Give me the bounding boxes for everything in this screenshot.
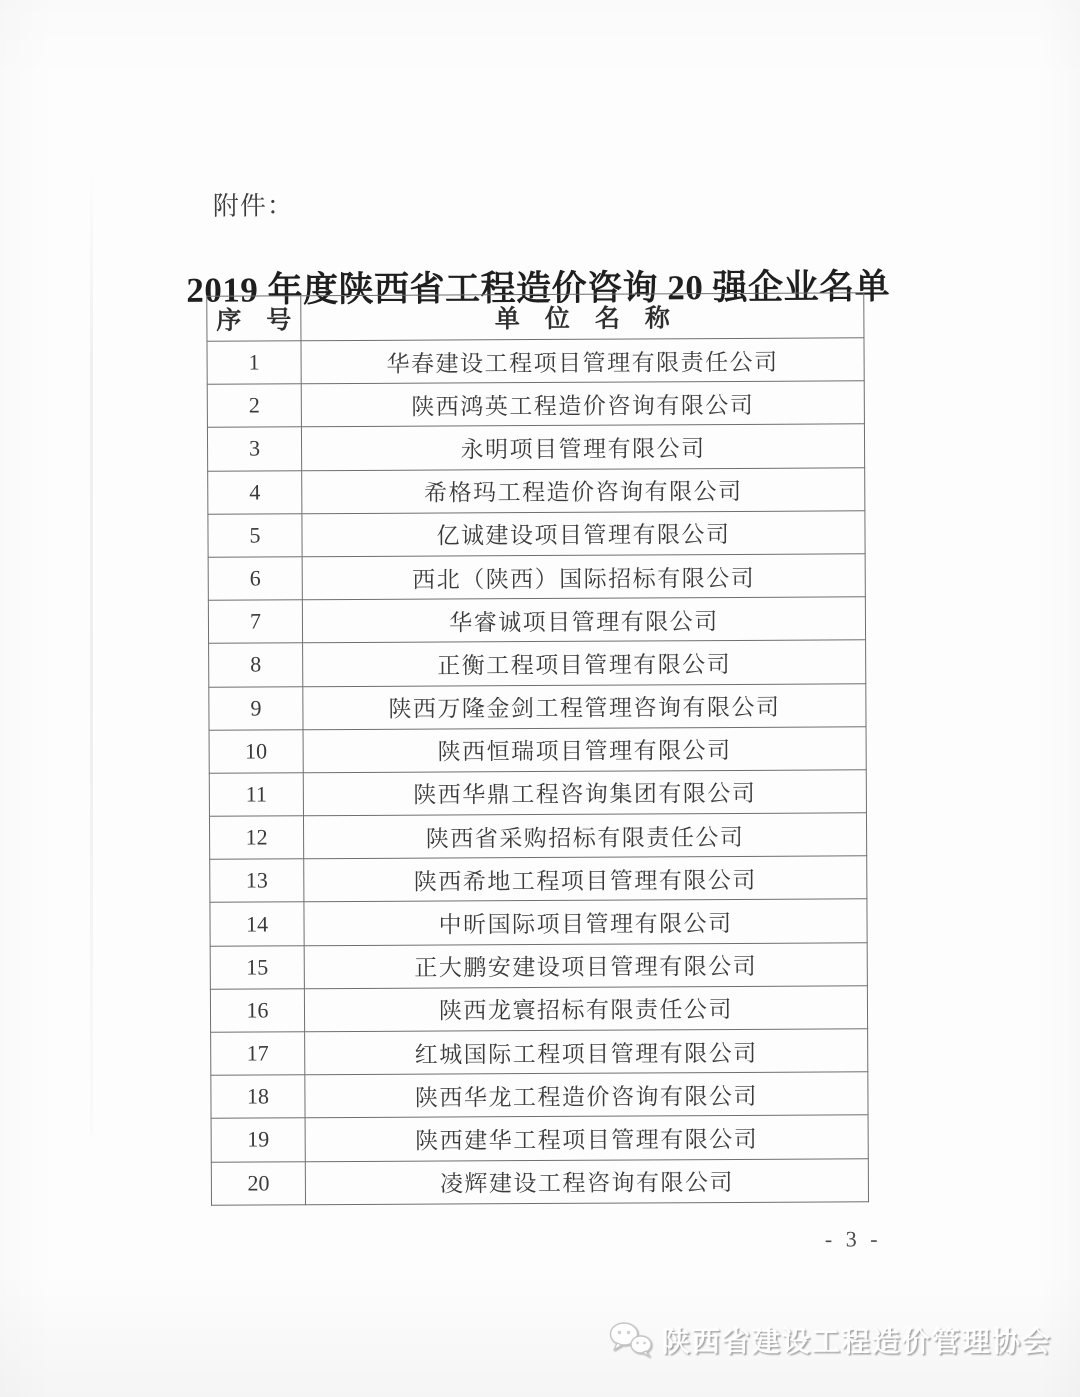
serial-number-cell: 12: [209, 816, 303, 860]
serial-number-cell: 3: [207, 427, 301, 471]
wechat-icon: [608, 1321, 654, 1359]
table-row: [209, 640, 866, 687]
serial-number-cell: 2: [207, 384, 301, 428]
serial-number-cell: 13: [210, 859, 304, 903]
table-row: [210, 856, 867, 903]
serial-number-cell: 16: [210, 989, 304, 1033]
serial-number-cell: 15: [210, 945, 304, 989]
serial-number-cell: 4: [208, 470, 302, 514]
company-name-cell: 中昕国际项目管理有限公司: [304, 899, 867, 945]
table-row: [209, 726, 866, 773]
serial-number-cell: 1: [207, 341, 301, 385]
company-name-cell: 陕西华鼎工程咨询集团有限公司: [303, 770, 866, 816]
company-name-cell: 西北（陕西）国际招标有限公司: [302, 554, 865, 600]
table-row: [207, 424, 864, 471]
company-name-cell: 陕西建华工程项目管理有限公司: [305, 1115, 868, 1161]
table-row: [211, 1115, 868, 1162]
table-row: [211, 1072, 868, 1119]
serial-number-cell: 8: [209, 643, 303, 687]
company-name-cell: 华春建设工程项目管理有限责任公司: [301, 338, 864, 384]
company-name-cell: 凌辉建设工程咨询有限公司: [305, 1158, 868, 1204]
serial-number-cell: 19: [211, 1118, 305, 1162]
attachment-label: 附件：: [212, 191, 294, 221]
company-name-cell: 陕西恒瑞项目管理有限公司: [303, 726, 866, 772]
table-row: [209, 813, 866, 860]
table-row: [210, 942, 867, 989]
table-row: [208, 597, 865, 644]
table-row: [211, 1029, 868, 1076]
serial-number-cell: 20: [211, 1161, 305, 1205]
header-serial-number: 序 号: [207, 296, 301, 341]
page-title: 2019 年度陕西省工程造价咨询 20 强企业名单: [186, 267, 891, 311]
table-row: [211, 1158, 868, 1205]
company-name-cell: 希格玛工程造价咨询有限公司: [302, 467, 865, 513]
table-row: [207, 338, 864, 385]
serial-number-cell: 14: [210, 902, 304, 946]
company-name-cell: 红城国际工程项目管理有限公司: [305, 1029, 868, 1075]
table-row: [208, 467, 865, 514]
company-name-cell: 陕西鸿英工程造价咨询有限公司: [301, 381, 864, 427]
serial-number-cell: 18: [211, 1075, 305, 1119]
company-name-cell: 陕西万隆金剑工程管理咨询有限公司: [303, 683, 866, 729]
table-row: [209, 770, 866, 817]
table-row: [208, 511, 865, 558]
serial-number-cell: 10: [209, 729, 303, 773]
table-row: [208, 554, 865, 601]
serial-number-cell: 17: [211, 1032, 305, 1076]
serial-number-cell: 7: [208, 600, 302, 644]
header-company-name: 单 位 名 称: [301, 293, 864, 341]
company-name-cell: 亿诚建设项目管理有限公司: [302, 511, 865, 557]
serial-number-cell: 6: [208, 557, 302, 601]
table-row: [210, 899, 867, 946]
table-row: [209, 683, 866, 730]
watermark: [608, 1320, 1052, 1360]
company-name-cell: 永明项目管理有限公司: [301, 424, 864, 470]
serial-number-cell: 5: [208, 513, 302, 557]
table-row: [207, 381, 864, 428]
company-name-cell: 陕西省采购招标有限责任公司: [303, 813, 866, 859]
company-name-cell: 华睿诚项目管理有限公司: [302, 597, 865, 643]
serial-number-cell: 9: [209, 686, 303, 730]
table-header-row: [207, 293, 864, 341]
companies-table: [206, 292, 869, 1205]
company-name-cell: 陕西龙寰招标有限责任公司: [304, 986, 867, 1032]
table-row: [210, 986, 867, 1033]
company-name-cell: 陕西希地工程项目管理有限公司: [304, 856, 867, 902]
page-number: - 3 -: [824, 1226, 882, 1252]
company-name-cell: 正大鹏安建设项目管理有限公司: [304, 942, 867, 988]
company-name-cell: 陕西华龙工程造价咨询有限公司: [305, 1072, 868, 1118]
watermark-text: 陕西省建设工程造价管理协会: [661, 1326, 1052, 1357]
company-name-cell: 正衡工程项目管理有限公司: [303, 640, 866, 686]
serial-number-cell: 11: [209, 773, 303, 817]
